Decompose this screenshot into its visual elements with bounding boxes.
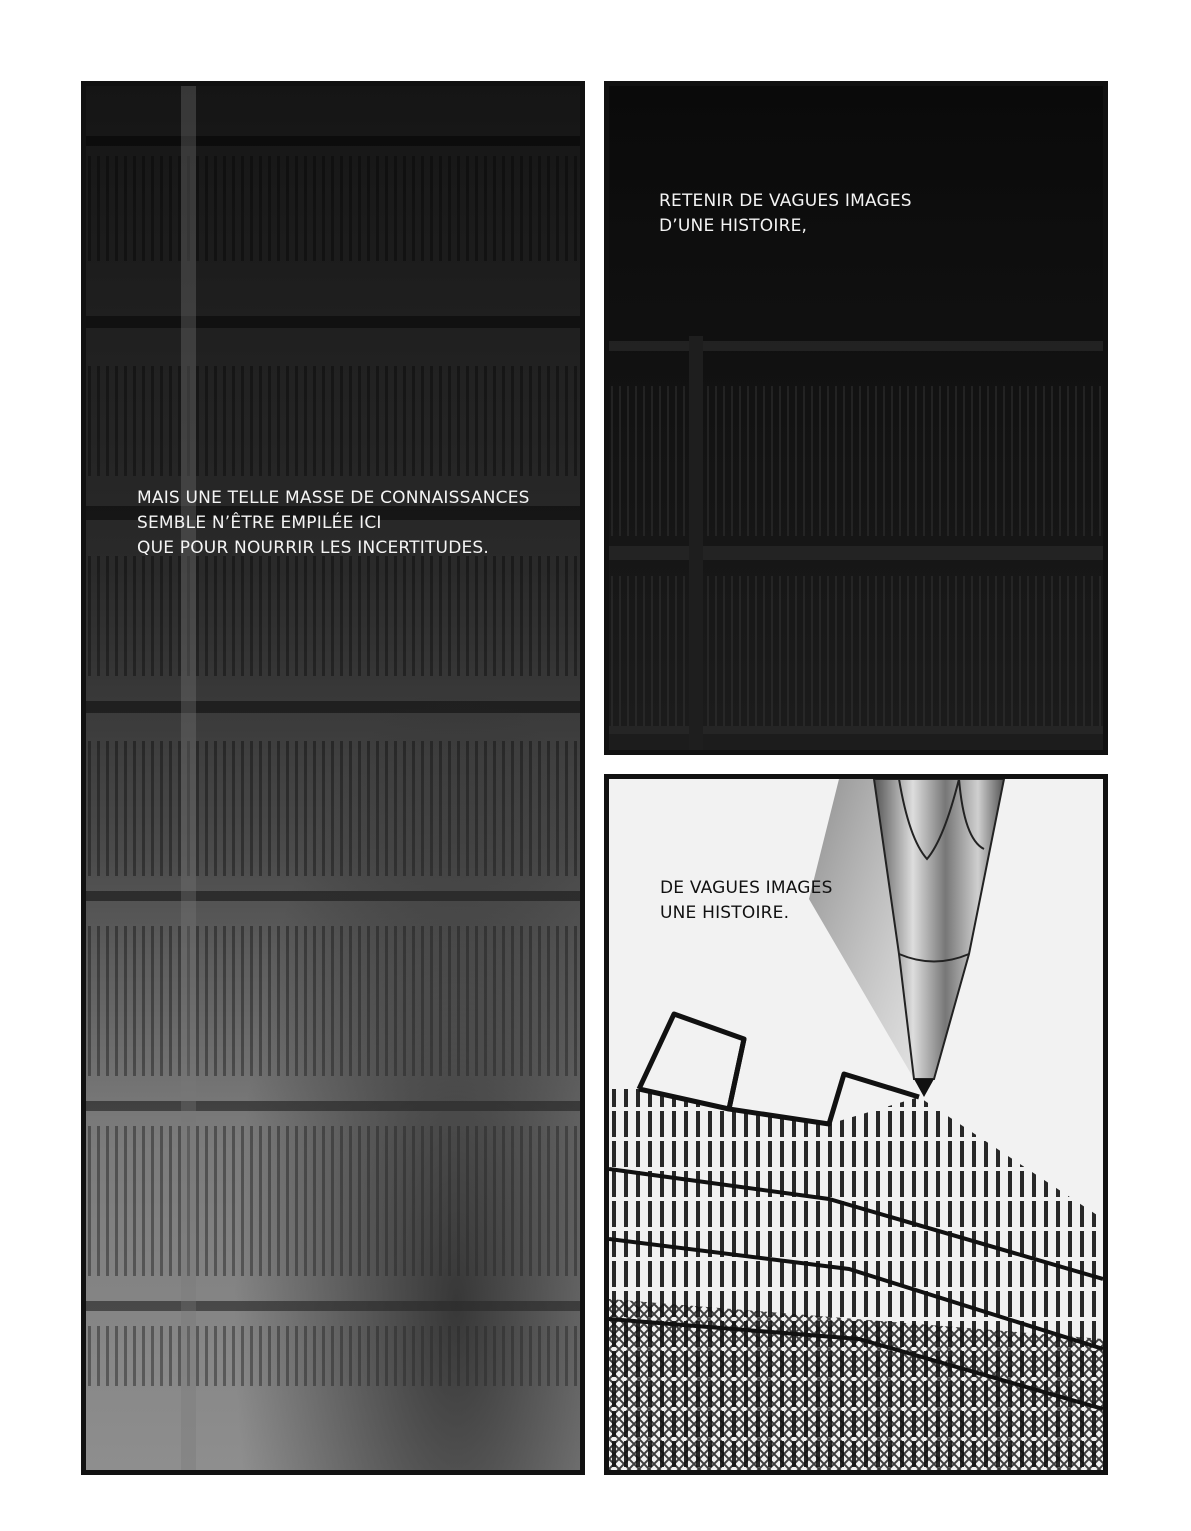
caption-text: MAIS UNE TELLE MASSE DE CONNAISSANCES SEMBLE N’ÊTRE EMPILÉE ICI QUE POUR NOURRIR LES INCERTITUDES. bbox=[137, 488, 530, 558]
panel-left bbox=[81, 81, 585, 1475]
caption-text: RETENIR DE VAGUES IMAGES D’UNE HISTOIRE, bbox=[659, 191, 912, 236]
ink-wash-bookshelves-illustration bbox=[86, 86, 580, 1470]
dark-bookshelves-illustration bbox=[609, 86, 1103, 750]
panel-top-right bbox=[604, 81, 1108, 755]
caption-text: DE VAGUES IMAGES UNE HISTOIRE. bbox=[660, 878, 833, 923]
panel-bottom-right bbox=[604, 774, 1108, 1475]
